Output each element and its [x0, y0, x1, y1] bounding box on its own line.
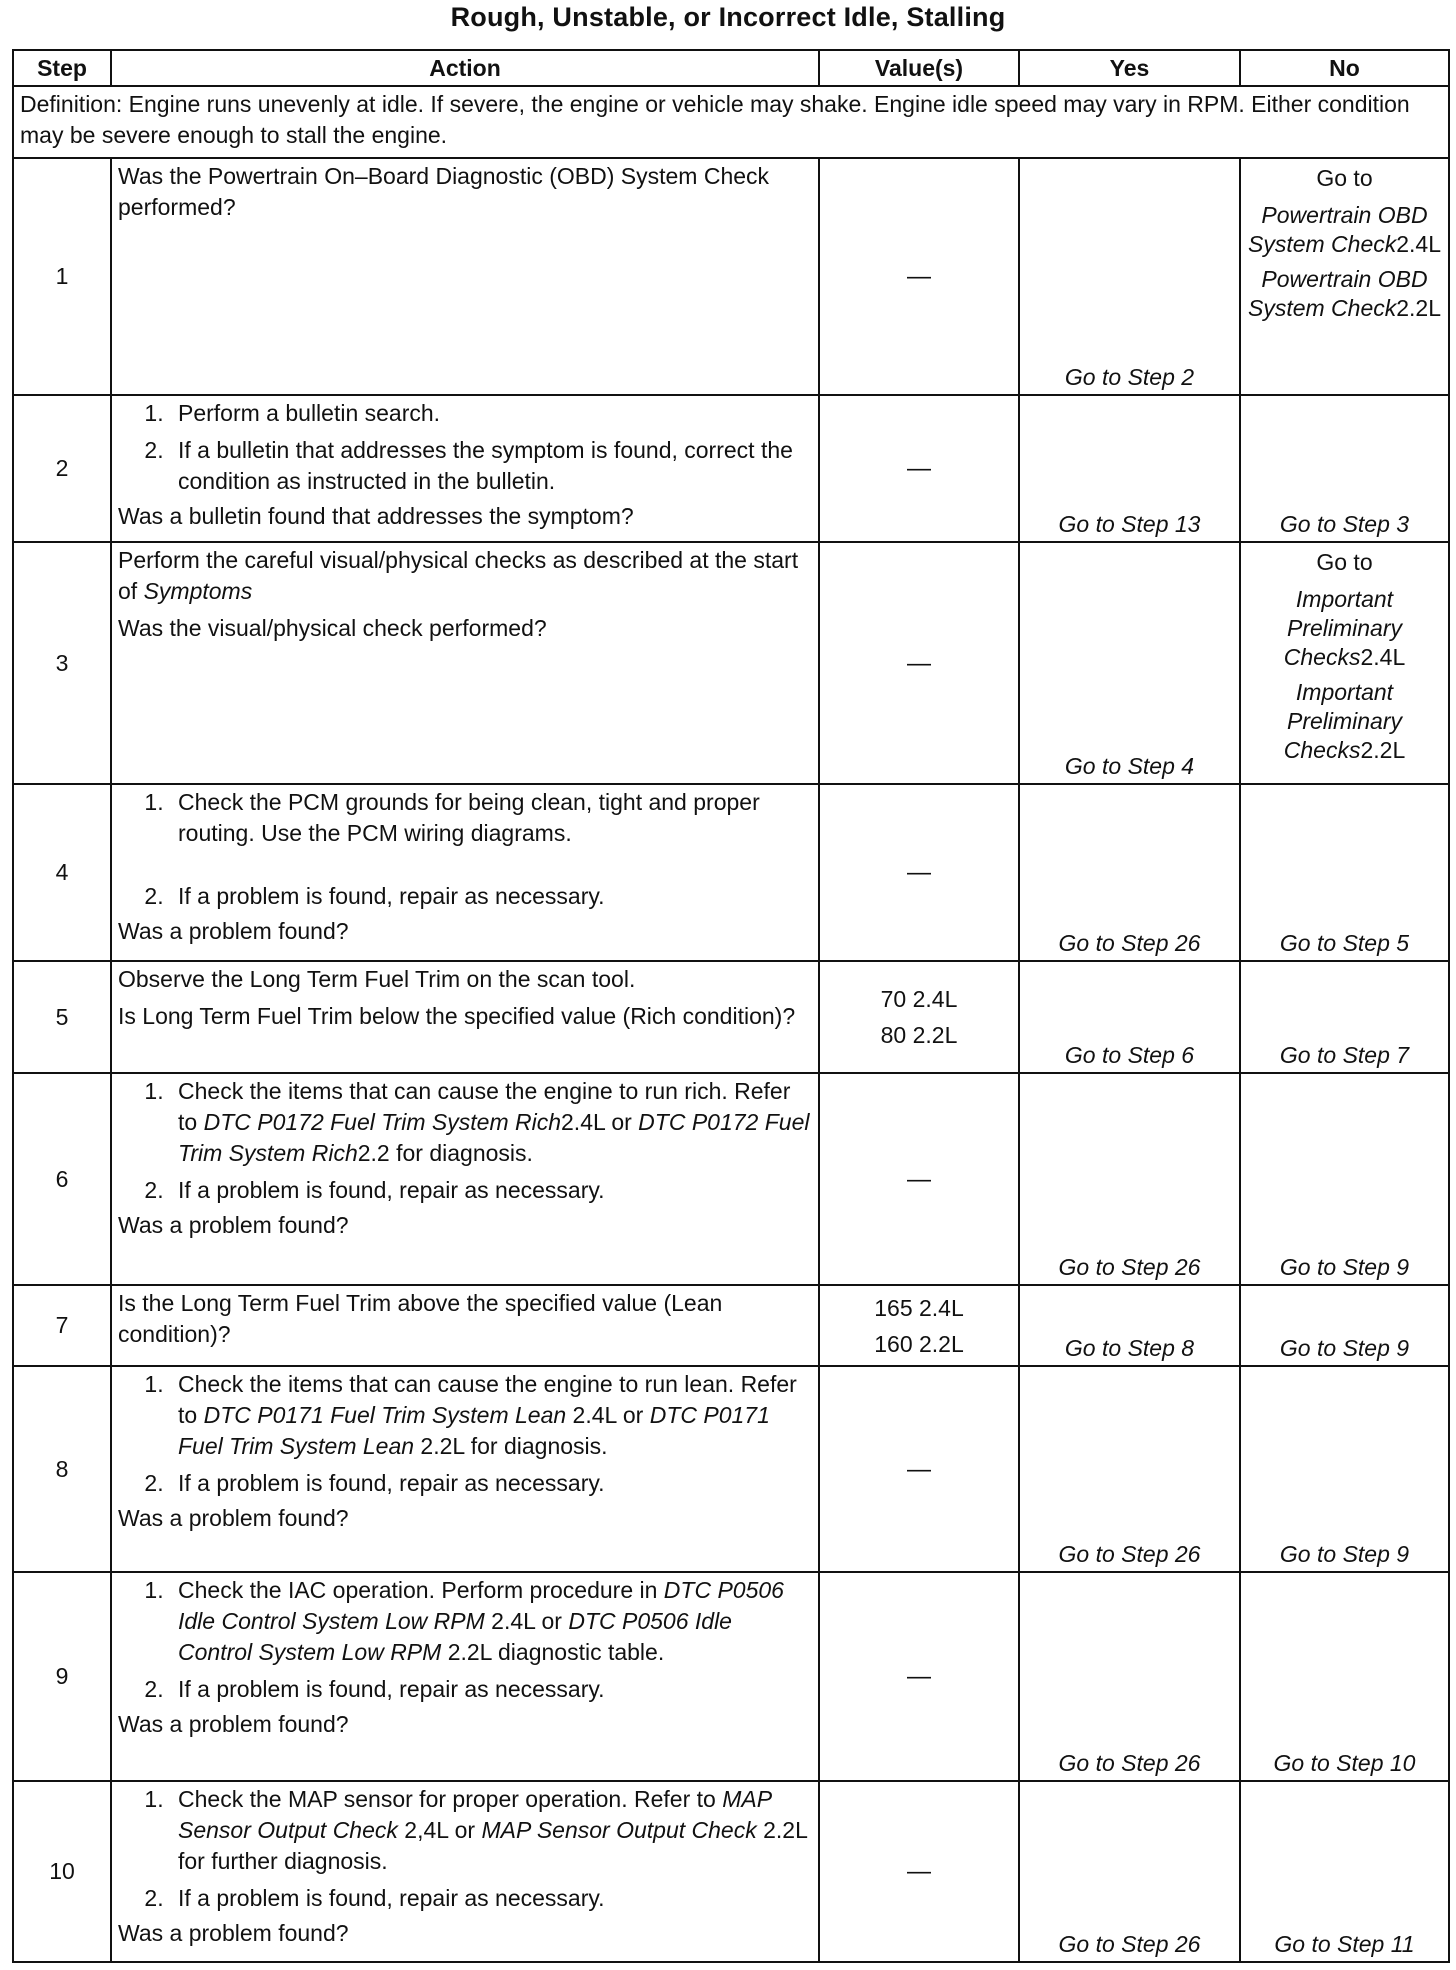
action-question: Was a bulletin found that addresses the symptom?: [118, 503, 634, 529]
step-yes: Go to Step 26: [1019, 784, 1240, 961]
step-yes: Go to Step 26: [1019, 1572, 1240, 1781]
step-no: [1240, 158, 1449, 395]
action-item: [170, 1575, 812, 1668]
step-action: [111, 961, 819, 1073]
action-item: 1. Check the PCM grounds for being clean, tight and proper routing. Use the PCM wiring diagrams.: [170, 787, 812, 849]
step-action: [111, 1366, 819, 1572]
value-dash: —: [907, 1858, 931, 1885]
ref-title: Powertrain OBD System Check: [1247, 202, 1428, 257]
ref-title: Powertrain OBD System Check: [1247, 266, 1428, 321]
action-question: Was a problem found?: [118, 1711, 349, 1737]
step-action: [111, 542, 819, 784]
action-text: Was the Powertrain On–Board Diagnostic (OBD) System Check performed?: [118, 163, 770, 220]
header-values: Value(s): [819, 50, 1019, 86]
value-line: 160 2.2L: [874, 1330, 964, 1357]
action-question: Was a problem found?: [118, 1920, 349, 1946]
step-value: [819, 1285, 1019, 1366]
action-list: [118, 1369, 812, 1499]
page-title: Rough, Unstable, or Incorrect Idle, Stalling: [450, 2, 1006, 32]
no-reference: [1247, 201, 1442, 259]
step-value: [819, 961, 1019, 1073]
step-no: Go to Step 11: [1240, 1781, 1449, 1962]
action-item: [170, 1784, 812, 1877]
action-text-main: Perform the careful visual/physical checks as described at the start of: [118, 547, 799, 604]
action-question: Was a problem found?: [118, 918, 349, 944]
value-dash: —: [907, 1663, 931, 1690]
item-text: 2.2L for diagnosis.: [414, 1433, 608, 1459]
ref-suffix: 2.4L: [1396, 231, 1442, 257]
step-yes: Go to Step 2: [1019, 158, 1240, 395]
table-row: [13, 1073, 1449, 1285]
definition-row: [13, 86, 1449, 158]
step-no: Go to Step 9: [1240, 1285, 1449, 1366]
header-no: No: [1240, 50, 1449, 86]
table-row: [13, 1366, 1449, 1572]
no-goto: Go to: [1316, 549, 1373, 575]
step-number: 5: [13, 961, 111, 1073]
header-row: [13, 50, 1449, 86]
header-yes: Yes: [1019, 50, 1240, 86]
step-no: Go to Step 9: [1240, 1366, 1449, 1572]
item-ref: DTC P0172 Fuel Trim System Rich: [178, 1109, 810, 1166]
step-action: [111, 1073, 819, 1285]
action-list: [118, 398, 812, 497]
table-row: [13, 395, 1449, 542]
action-list: [118, 1575, 812, 1705]
item-ref: DTC P0171 Fuel Trim System Lean: [203, 1402, 567, 1428]
step-number: 8: [13, 1366, 111, 1572]
action-item: 2. If a problem is found, repair as necessary.: [170, 1175, 812, 1206]
step-number: 1: [13, 158, 111, 395]
step-action: [111, 784, 819, 961]
action-list: [118, 1076, 812, 1206]
step-value: [819, 542, 1019, 784]
item-ref: DTC P0171 Fuel Trim System Lean: [178, 1402, 770, 1459]
action-item: [170, 1076, 812, 1169]
value-dash: —: [907, 455, 931, 482]
ref-suffix: 2.2L: [1396, 295, 1442, 321]
no-reference: [1247, 585, 1442, 672]
item-text: Check the MAP sensor for proper operation. Refer to: [178, 1786, 723, 1812]
step-value: [819, 784, 1019, 961]
action-item: 2. If a problem is found, repair as necessary.: [170, 881, 812, 912]
table-row: [13, 784, 1449, 961]
item-ref: DTC P0506 Idle Control System Low RPM: [178, 1577, 784, 1634]
step-value: [819, 1572, 1019, 1781]
action-question: Was the visual/physical check performed?: [118, 615, 547, 641]
step-number: 9: [13, 1572, 111, 1781]
action-item: [170, 1369, 812, 1462]
item-text: 2.2L diagnostic table.: [441, 1639, 665, 1665]
item-text: 2.4L or: [484, 1608, 569, 1634]
value-dash: —: [907, 1165, 931, 1193]
ref-suffix: 2.4L: [1360, 644, 1406, 670]
no-reference: [1247, 265, 1442, 323]
action-list: [118, 1784, 812, 1914]
diagnostic-table: [12, 49, 1450, 1963]
item-text: 2.4L or: [561, 1109, 639, 1135]
step-action: [111, 395, 819, 542]
step-yes: Go to Step 26: [1019, 1073, 1240, 1285]
header-action: Action: [111, 50, 819, 86]
table-row: [13, 961, 1449, 1073]
item-text: 2,4L or: [397, 1817, 482, 1843]
action-item: 2. If a problem is found, repair as necessary.: [170, 1468, 812, 1499]
step-number: 6: [13, 1073, 111, 1285]
item-ref: MAP Sensor Output Check: [178, 1786, 772, 1843]
header-step: Step: [13, 50, 111, 86]
action-question: Was a problem found?: [118, 1505, 349, 1531]
action-text: [118, 545, 812, 607]
item-ref: MAP Sensor Output Check: [481, 1817, 757, 1843]
value-dash: —: [907, 649, 931, 677]
step-yes: Go to Step 4: [1019, 542, 1240, 784]
value-dash: —: [907, 859, 931, 886]
step-yes: Go to Step 6: [1019, 961, 1240, 1073]
table-row: [13, 1572, 1449, 1781]
step-action: [111, 1285, 819, 1366]
action-text: Observe the Long Term Fuel Trim on the scan tool.: [118, 966, 636, 992]
item-text: 2.2 for diagnosis.: [357, 1140, 533, 1166]
step-number: 10: [13, 1781, 111, 1962]
step-number: 2: [13, 395, 111, 542]
step-value: [819, 1366, 1019, 1572]
step-yes: Go to Step 8: [1019, 1285, 1240, 1366]
step-number: 3: [13, 542, 111, 784]
step-number: 4: [13, 784, 111, 961]
action-question: Is the Long Term Fuel Trim above the specified value (Lean condition)?: [118, 1290, 723, 1347]
value-dash: —: [907, 1455, 931, 1483]
item-text: Check the items that can cause the engine to run rich. Refer to: [178, 1078, 791, 1135]
item-text: Check the IAC operation. Perform procedure in: [178, 1577, 664, 1603]
value-dash: —: [907, 263, 931, 290]
definition-text: Definition: Engine runs unevenly at idle. If severe, the engine or vehicle may shake. Engine idle speed may vary in RPM. Either condition may be severe enough to stall the engine.: [13, 86, 1449, 158]
value-line: 70 2.4L: [880, 986, 958, 1012]
step-no: [1240, 542, 1449, 784]
table-row: [13, 158, 1449, 395]
step-no: Go to Step 5: [1240, 784, 1449, 961]
step-action: [111, 158, 819, 395]
action-item: 2. If a problem is found, repair as necessary.: [170, 1883, 812, 1914]
no-reference: [1247, 678, 1442, 765]
step-no: Go to Step 10: [1240, 1572, 1449, 1781]
action-item: 2. If a problem is found, repair as necessary.: [170, 1674, 812, 1705]
step-action: [111, 1572, 819, 1781]
ref-title: Important Preliminary Checks: [1283, 679, 1403, 763]
table-row: [13, 1285, 1449, 1366]
item-ref: DTC P0172 Fuel Trim System Rich: [203, 1109, 562, 1135]
step-value: [819, 1073, 1019, 1285]
step-no: Go to Step 7: [1240, 961, 1449, 1073]
step-yes: Go to Step 26: [1019, 1366, 1240, 1572]
action-item: 2. If a bulletin that addresses the symptom is found, correct the condition as instructed in the bulletin.: [170, 435, 812, 497]
item-text: Check the items that can cause the engine to run lean. Refer to: [178, 1371, 797, 1428]
step-action: [111, 1781, 819, 1962]
item-ref: DTC P0506 Idle Control System Low RPM: [178, 1608, 732, 1665]
step-number: 7: [13, 1285, 111, 1366]
action-list: [118, 787, 812, 912]
value-line: 165 2.4L: [874, 1294, 964, 1321]
item-text: 2.2L for further diagnosis.: [178, 1817, 808, 1874]
action-question: Was a problem found?: [118, 1212, 349, 1238]
step-value: [819, 1781, 1019, 1962]
step-yes: Go to Step 13: [1019, 395, 1240, 542]
action-text-italic: Symptoms: [143, 578, 253, 604]
table-row: [13, 542, 1449, 784]
action-question: Is Long Term Fuel Trim below the specified value (Rich condition)?: [118, 1003, 796, 1029]
step-yes: Go to Step 26: [1019, 1781, 1240, 1962]
table-row: [13, 1781, 1449, 1962]
action-item: 1. Perform a bulletin search.: [170, 398, 812, 429]
step-value: [819, 395, 1019, 542]
step-no: Go to Step 3: [1240, 395, 1449, 542]
ref-suffix: 2.2L: [1360, 737, 1406, 763]
item-text: 2.4L or: [566, 1402, 650, 1428]
step-no: Go to Step 9: [1240, 1073, 1449, 1285]
ref-title: Important Preliminary Checks: [1283, 586, 1403, 670]
step-value: [819, 158, 1019, 395]
value-line: 80 2.2L: [880, 1022, 958, 1048]
no-goto: Go to: [1316, 165, 1373, 191]
